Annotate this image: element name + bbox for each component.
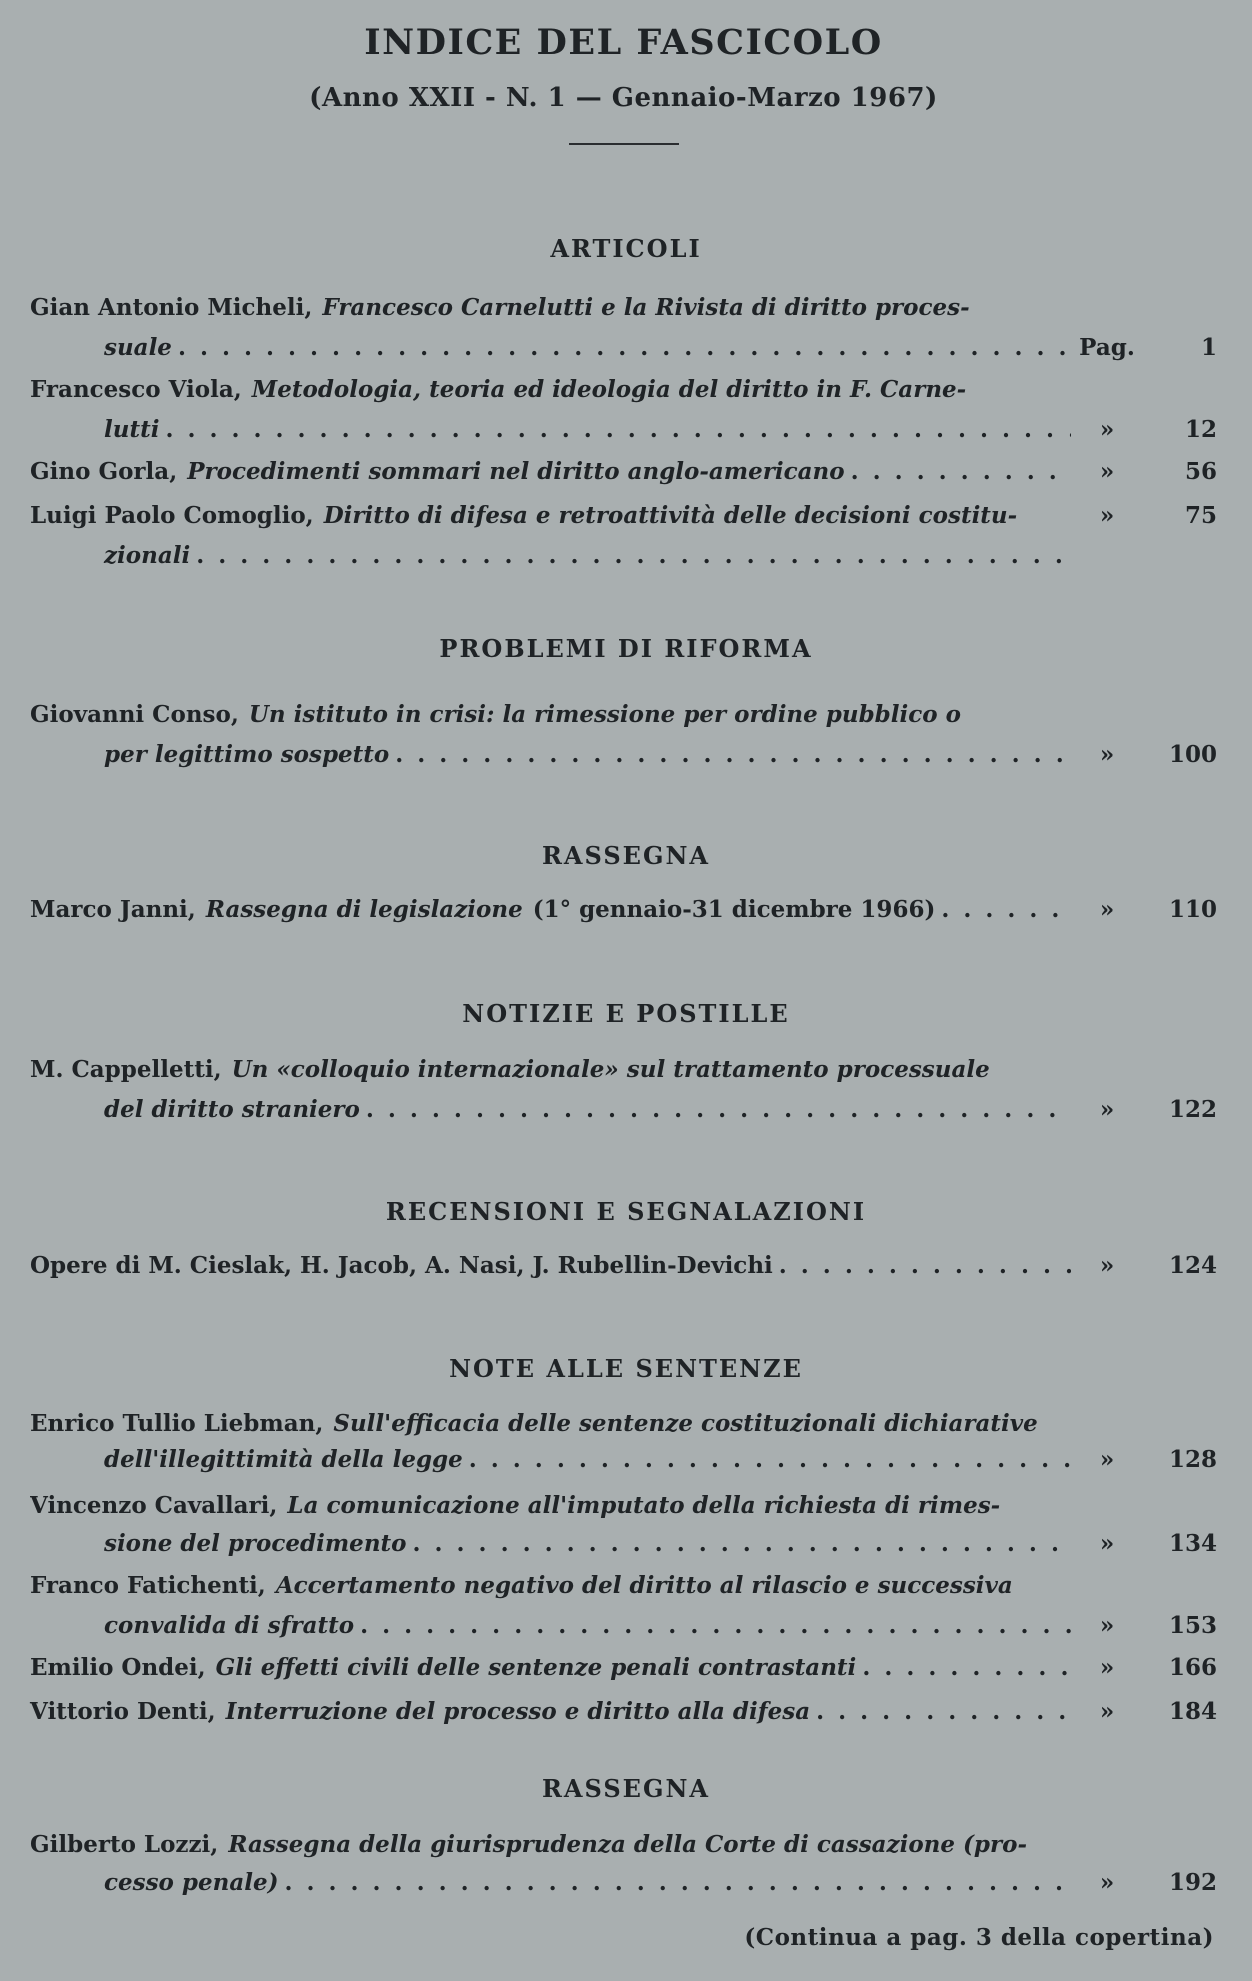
entry-line-1-text xyxy=(30,496,1077,536)
entry-extra: (1° gennaio-31 dicembre 1966) xyxy=(532,896,936,923)
toc-entry[interactable] xyxy=(30,1487,1217,1563)
section-heading: NOTIZIE E POSTILLE xyxy=(462,999,790,1028)
page-mark: » xyxy=(1099,1612,1115,1639)
page-number: 56 xyxy=(1184,458,1217,485)
page-number: 110 xyxy=(1168,896,1217,923)
entry-author: Emilio Ondei, xyxy=(30,1654,206,1681)
page-ref xyxy=(1077,890,1217,929)
page-number: 1 xyxy=(1200,334,1217,361)
page-mark: » xyxy=(1099,1446,1115,1473)
leader-dots xyxy=(816,1692,1071,1731)
toc-entry[interactable] xyxy=(30,1406,1217,1478)
page-number: 122 xyxy=(1168,1096,1217,1123)
entry-line-1-text xyxy=(30,695,1077,735)
page-number: 128 xyxy=(1168,1446,1217,1473)
entry-line-1 xyxy=(30,1566,1217,1606)
page-ref xyxy=(1077,735,1217,775)
section-heading: NOTE ALLE SENTENZE xyxy=(449,1354,803,1383)
entry-author: Vincenzo Cavallari, xyxy=(30,1492,278,1519)
entry-title: Francesco Carnelutti e la Rivista di diritto proces- xyxy=(322,294,970,321)
entry-author: Gino Gorla, xyxy=(30,458,178,485)
page-ref xyxy=(1077,452,1217,491)
page-number: 124 xyxy=(1168,1252,1217,1279)
entry-line-2 xyxy=(30,410,1217,450)
entry-title: Procedimenti sommari nel diritto anglo-americano xyxy=(187,458,845,485)
entry-author: Franco Fatichenti, xyxy=(30,1572,266,1599)
entry-line-2 xyxy=(30,1442,1217,1478)
entry-title: Interruzione del processo e diritto alla difesa xyxy=(225,1698,811,1725)
page-ref xyxy=(1077,496,1217,536)
page-mark: » xyxy=(1099,741,1115,768)
page-ref xyxy=(1077,1442,1217,1478)
leader-dots xyxy=(196,536,1071,576)
entry-line xyxy=(30,1692,1217,1731)
entry-title: Diritto di difesa e retroattività delle decisioni costitu- xyxy=(323,502,1018,529)
entry-title: Rassegna della giurisprudenza della Corte di cassazione (pro- xyxy=(228,1831,1028,1858)
leader-dots xyxy=(941,890,1071,929)
page-ref xyxy=(1077,328,1217,368)
toc-entry[interactable] xyxy=(30,1050,1217,1130)
page-mark: » xyxy=(1099,502,1115,529)
entry-title-continued: zionali xyxy=(104,542,191,569)
page-number: 184 xyxy=(1168,1698,1217,1725)
entry-line xyxy=(30,890,1217,929)
entry-author: Enrico Tullio Liebman, xyxy=(30,1410,324,1437)
page-mark: » xyxy=(1099,1698,1115,1725)
entry-title: Accertamento negativo del diritto al rilascio e successiva xyxy=(275,1572,1013,1599)
leader-dots xyxy=(165,410,1071,450)
page-number: 134 xyxy=(1168,1530,1217,1557)
leader-dots xyxy=(851,452,1071,491)
leader-dots xyxy=(395,735,1071,775)
entry-title-continued: sione del procedimento xyxy=(104,1530,407,1557)
entry-title: Un istituto in crisi: la rimessione per ordine pubblico o xyxy=(248,701,961,728)
leader-dots xyxy=(284,1864,1071,1902)
page-mark: » xyxy=(1099,1096,1115,1123)
page-mark: » xyxy=(1099,416,1115,443)
entry-line-1 xyxy=(30,370,1217,410)
entry-line-2 xyxy=(30,328,1217,368)
entry-line-1-text xyxy=(30,370,1077,410)
entry-line-1 xyxy=(30,1406,1217,1442)
toc-entry[interactable] xyxy=(30,1566,1217,1645)
section-heading: RASSEGNA xyxy=(541,1774,711,1803)
entry-line-2 xyxy=(30,1090,1217,1130)
entry-line-1 xyxy=(30,695,1217,735)
entry-line-1 xyxy=(30,1050,1217,1090)
page-ref xyxy=(1077,1090,1217,1130)
toc-entry[interactable] xyxy=(30,370,1217,450)
entry-line-1-text xyxy=(30,1487,1077,1525)
leader-dots xyxy=(360,1606,1071,1645)
toc-entry[interactable] xyxy=(30,1648,1217,1687)
entry-title-continued: del diritto straniero xyxy=(104,1096,360,1123)
leader-dots xyxy=(366,1090,1071,1130)
page-ref xyxy=(1077,1525,1217,1563)
leader-dots xyxy=(178,328,1071,368)
entry-title: Sull'efficacia delle sentenze costituzionali dichiarative xyxy=(333,1410,1038,1437)
issue-subtitle: (Anno XXII - N. 1 — Gennaio-Marzo 1967) xyxy=(309,83,938,113)
continuation-note: (Continua a pag. 3 della copertina) xyxy=(744,1924,1214,1951)
entry-title-continued: convalida di sfratto xyxy=(104,1612,355,1639)
entry-author: Gian Antonio Micheli, xyxy=(30,294,313,321)
entry-title-continued: lutti xyxy=(104,416,160,443)
entry-author: Francesco Viola, xyxy=(30,376,242,403)
page-ref xyxy=(1077,410,1217,450)
entry-title-continued: suale xyxy=(104,334,172,361)
entry-author: Gilberto Lozzi, xyxy=(30,1831,219,1858)
leader-dots xyxy=(862,1648,1071,1687)
entry-title: Gli effetti civili delle sentenze penali contrastanti xyxy=(215,1654,857,1681)
entry-line-1 xyxy=(30,496,1217,536)
entry-line-2 xyxy=(30,735,1217,775)
leader-dots xyxy=(413,1525,1071,1563)
leader-dots xyxy=(779,1246,1071,1285)
entry-author: Giovanni Conso, xyxy=(30,701,239,728)
page-mark: » xyxy=(1099,1252,1115,1279)
page-ref xyxy=(1077,1864,1217,1902)
entry-author: M. Cappelletti, xyxy=(30,1056,222,1083)
entry-title: Un «colloquio internazionale» sul trattamento processuale xyxy=(231,1056,990,1083)
toc-entry[interactable] xyxy=(30,452,1217,491)
toc-entry[interactable] xyxy=(30,496,1217,576)
entry-line-2 xyxy=(30,1606,1217,1645)
entry-author: Luigi Paolo Comoglio, xyxy=(30,502,314,529)
entry-text: Opere di M. Cieslak, H. Jacob, A. Nasi, J. Rubellin-Devichi xyxy=(30,1252,773,1279)
page-title: INDICE DEL FASCICOLO xyxy=(364,22,883,63)
leader-dots xyxy=(469,1442,1071,1478)
entry-line-1-text xyxy=(30,1826,1077,1864)
toc-entry[interactable] xyxy=(30,1826,1217,1902)
page-ref xyxy=(1077,1692,1217,1731)
toc-entry[interactable] xyxy=(30,288,1217,368)
page-number: 12 xyxy=(1184,416,1217,443)
section-heading: RECENSIONI E SEGNALAZIONI xyxy=(385,1197,867,1226)
entry-line-1 xyxy=(30,1487,1217,1525)
toc-entry[interactable] xyxy=(30,695,1217,775)
entry-line-1 xyxy=(30,1826,1217,1864)
page-mark: » xyxy=(1099,896,1115,923)
entry-line xyxy=(30,1648,1217,1687)
page-ref xyxy=(1077,1246,1217,1285)
entry-line-1-text xyxy=(30,288,1077,328)
page-number: 166 xyxy=(1168,1654,1217,1681)
section-heading: RASSEGNA xyxy=(541,841,711,870)
entry-title-continued: per legittimo sospetto xyxy=(104,741,390,768)
page-mark: » xyxy=(1099,1654,1115,1681)
entry-line-2 xyxy=(30,536,1217,576)
entry-line-2 xyxy=(30,1864,1217,1902)
page-ref xyxy=(1077,1606,1217,1645)
page-mark: » xyxy=(1099,1869,1115,1896)
entry-line xyxy=(30,452,1217,491)
entry-line xyxy=(30,1246,1217,1285)
entry-title-continued: dell'illegittimità della legge xyxy=(104,1446,463,1473)
entry-line-1 xyxy=(30,288,1217,328)
title-divider xyxy=(569,143,679,145)
entry-title: Rassegna di legislazione xyxy=(205,896,523,923)
entry-line-2 xyxy=(30,1525,1217,1563)
entry-author: Vittorio Denti, xyxy=(30,1698,216,1725)
page-number: 100 xyxy=(1168,741,1217,768)
section-heading: PROBLEMI DI RIFORMA xyxy=(439,634,813,663)
entry-title: La comunicazione all'imputato della richiesta di rimes- xyxy=(287,1492,1001,1519)
page-mark: » xyxy=(1099,1530,1115,1557)
page-number: 153 xyxy=(1168,1612,1217,1639)
page-mark: Pag. xyxy=(1079,334,1135,361)
page-ref xyxy=(1077,1648,1217,1687)
entry-author: Marco Janni, xyxy=(30,896,196,923)
entry-line-1-text xyxy=(30,1406,1077,1442)
toc-entry[interactable] xyxy=(30,1246,1217,1285)
entry-line-1-text xyxy=(30,1050,1077,1090)
section-heading: ARTICOLI xyxy=(550,234,702,263)
page-number: 75 xyxy=(1184,502,1217,529)
entry-title-continued: cesso penale) xyxy=(104,1869,279,1896)
entry-line-1-text xyxy=(30,1566,1077,1606)
entry-title: Metodologia, teoria ed ideologia del diritto in F. Carne- xyxy=(251,376,967,403)
page-mark: » xyxy=(1099,458,1115,485)
toc-entry[interactable] xyxy=(30,890,1217,929)
toc-entry[interactable] xyxy=(30,1692,1217,1731)
page-number: 192 xyxy=(1168,1869,1217,1896)
